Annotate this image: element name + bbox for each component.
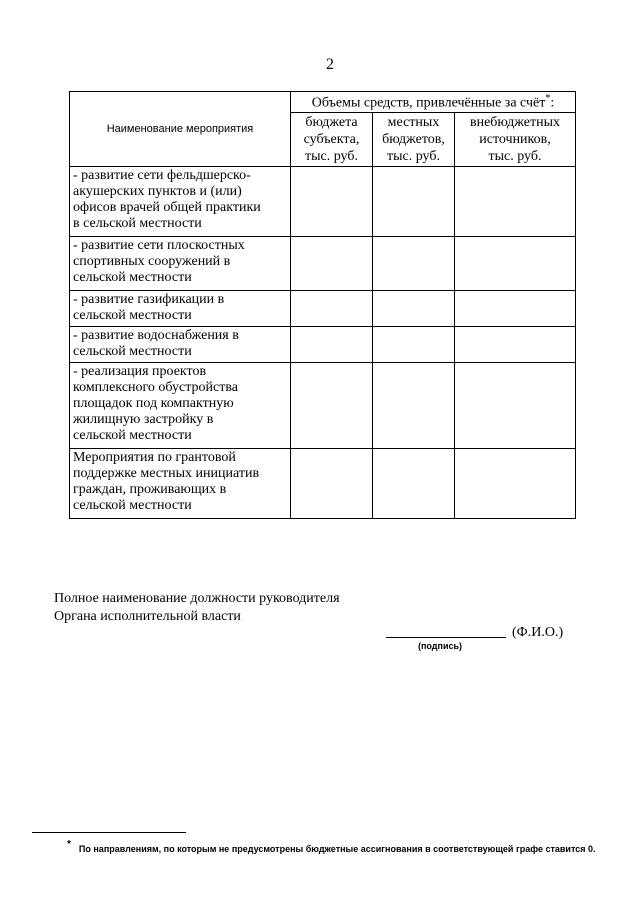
row-text-line: офисов врачей общей практики [73,200,261,215]
header-line: бюджета [305,115,358,130]
subject-budget-cell[interactable] [291,237,373,291]
footnote-separator [32,832,186,833]
footnote [67,840,596,854]
row-text-line: сельской местности [73,270,192,285]
local-budget-cell[interactable] [373,167,455,237]
row-text-line: - развитие водоснабжения в [73,328,239,343]
extrabudgetary-cell[interactable] [455,363,576,449]
row-text-line: сельской местности [73,308,192,323]
full-name-label: (Ф.И.О.) [512,625,564,640]
activity-name-cell [70,167,291,237]
row-text-line: в сельской местности [73,216,202,231]
header-line: тыс. руб. [305,149,358,164]
extrabudgetary-header [455,113,576,167]
row-text-line: жилищную застройку в [73,412,214,427]
extrabudgetary-cell[interactable] [455,237,576,291]
activity-name-cell [70,449,291,519]
row-text-line: комплексного обустройства [73,380,238,395]
table-row [70,237,576,291]
row-text-line: сельской местности [73,344,192,359]
table-row [70,291,576,327]
footnote-marker: * [67,839,71,850]
row-text-line: спортивных сооружений в [73,254,231,269]
header-line: источников, [479,132,551,147]
row-text-line: - реализация проектов [73,364,207,379]
row-text-line: сельской местности [73,498,192,513]
extrabudgetary-cell[interactable] [455,327,576,363]
local-budget-cell[interactable] [373,291,455,327]
funding-group-header: Объемы средств, привлечённые за счёт*: [291,92,576,113]
official-title-line: Органа исполнительной власти [54,609,241,624]
row-text-line: Мероприятия по грантовой [73,450,236,465]
signature-caption: (подпись) [418,641,463,651]
footnote-text: По направлениям, по которым не предусмотрены бюджетные ассигнования в соответствующей графе ставится 0. [78,844,596,854]
table-row [70,167,576,237]
header-line: бюджетов, [382,132,445,147]
funding-group-label: Объемы средств, привлечённые за счёт [311,95,546,111]
row-text-line: - развитие сети плоскостных [73,238,245,253]
header-line: тыс. руб. [488,149,542,164]
signature-line[interactable] [386,637,506,638]
subject-budget-cell[interactable] [291,167,373,237]
extrabudgetary-cell[interactable] [455,167,576,237]
row-text-line: - развитие газификации в [73,292,225,307]
extrabudgetary-cell[interactable] [455,449,576,519]
local-budget-cell[interactable] [373,449,455,519]
header-line: внебюджетных [469,115,561,130]
activity-name-cell [70,363,291,449]
footnote-marker: * [545,92,551,104]
subject-budget-header [291,113,373,167]
official-title-line: Полное наименование должности руководителя [54,591,340,606]
subject-budget-cell[interactable] [291,449,373,519]
row-text-line: площадок под компактную [73,396,234,411]
local-budget-cell[interactable] [373,363,455,449]
activity-name-cell [70,291,291,327]
row-text-line: сельской местности [73,428,192,443]
local-budget-header [373,113,455,167]
header-line: тыс. руб. [387,149,440,164]
row-text-line: - развитие сети фельдшерско- [73,168,251,183]
activity-name-cell [70,327,291,363]
row-text-line: акушерских пунктов и (или) [73,184,242,199]
local-budget-cell[interactable] [373,327,455,363]
name-column-header: Наименование мероприятия [70,92,291,167]
subject-budget-cell[interactable] [291,291,373,327]
row-text-line: граждан, проживающих в [73,482,227,497]
table-row [70,327,576,363]
header-line: местных [387,115,440,130]
subject-budget-cell[interactable] [291,327,373,363]
subject-budget-cell[interactable] [291,363,373,449]
funding-table [69,91,576,519]
activity-name-cell [70,237,291,291]
table-row [70,363,576,449]
table-row [70,449,576,519]
official-title [54,590,340,626]
local-budget-cell[interactable] [373,237,455,291]
row-text-line: поддержке местных инициатив [73,466,260,481]
extrabudgetary-cell[interactable] [455,291,576,327]
page-number: 2 [326,56,334,73]
header-line: субъекта, [303,132,360,147]
